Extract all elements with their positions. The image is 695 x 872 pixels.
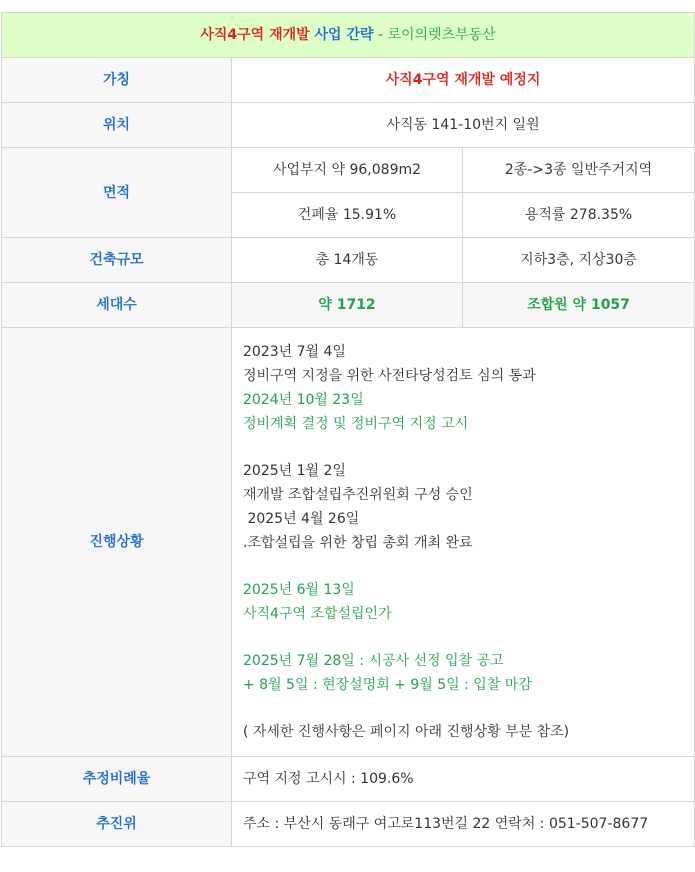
label-scale: 건축규모: [2, 238, 232, 283]
progress-line: 2025년 7월 28일 : 시공사 선정 입찰 공고: [243, 653, 504, 669]
table-title: [2, 13, 695, 58]
label-area: 면적: [2, 148, 232, 238]
progress-line: ( 자세한 진행사항은 페이지 아래 진행상황 부분 참조): [243, 724, 570, 740]
value-progress: [232, 328, 695, 757]
row-scale: [2, 238, 695, 283]
title-part-green: - 로이의렛츠부동산: [373, 27, 496, 43]
progress-line: 2023년 7월 4일: [243, 344, 346, 360]
progress-line: 정비구역 지정을 위한 사전타당성검토 심의 통과: [243, 368, 536, 384]
progress-spacer: [243, 555, 686, 578]
row-households: [2, 283, 695, 328]
title-row: [2, 13, 695, 58]
row-area-1: [2, 148, 695, 193]
label-progress: 진행상황: [2, 328, 232, 757]
label-committee: 추진위: [2, 802, 232, 847]
value-committee: 주소 : 부산시 동래구 여고로113번길 22 연락처 : 051-507-8677: [232, 802, 695, 847]
label-ratio: 추정비례율: [2, 757, 232, 802]
progress-line: 사직4구역 조합설립인가: [243, 606, 392, 622]
progress-line: 2025년 1월 2일: [243, 463, 346, 479]
value-location: 사직동 141-10번지 일원: [232, 103, 695, 148]
info-table: [1, 12, 695, 847]
progress-spacer: [243, 626, 686, 649]
value-area-site: 사업부지 약 96,089m2: [232, 148, 463, 193]
row-committee: [2, 802, 695, 847]
label-location: 위치: [2, 103, 232, 148]
value-scale-floors: 지하3층, 지상30층: [463, 238, 695, 283]
progress-line: 재개발 조합설립추진위원회 구성 승인: [243, 487, 473, 503]
value-households-members: 조합원 약 1057: [463, 283, 695, 328]
title-part-red: 사직4구역 재개발: [200, 27, 310, 43]
row-progress: [2, 328, 695, 757]
title-part-blue: 사업 간략: [309, 27, 374, 43]
value-ratio: 구역 지정 고시시 : 109.6%: [232, 757, 695, 802]
progress-line: + 8월 5일 : 현장설명회 + 9월 5일 : 입찰 마감: [243, 677, 532, 693]
progress-spacer: [243, 436, 686, 459]
progress-line: 2025년 4월 26일: [243, 511, 360, 527]
value-area-coverage: 건폐율 15.91%: [232, 193, 463, 238]
value-name: 사직4구역 재개발 예정지: [232, 58, 695, 103]
progress-line: 정비계획 결정 및 정비구역 지정 고시: [243, 416, 469, 432]
progress-spacer: [243, 697, 686, 720]
progress-line: 2025년 6월 13일: [243, 582, 355, 598]
value-scale-buildings: 총 14개동: [232, 238, 463, 283]
label-name: 가칭: [2, 58, 232, 103]
progress-line: .조합설립을 위한 창립 총회 개최 완료: [243, 535, 473, 551]
value-area-far: 용적률 278.35%: [463, 193, 695, 238]
row-location: [2, 103, 695, 148]
progress-line: 2024년 10월 23일: [243, 392, 364, 408]
row-ratio: [2, 757, 695, 802]
row-name: [2, 58, 695, 103]
value-households-units: 약 1712: [232, 283, 463, 328]
label-households: 세대수: [2, 283, 232, 328]
value-area-zoning: 2종->3종 일반주거지역: [463, 148, 695, 193]
